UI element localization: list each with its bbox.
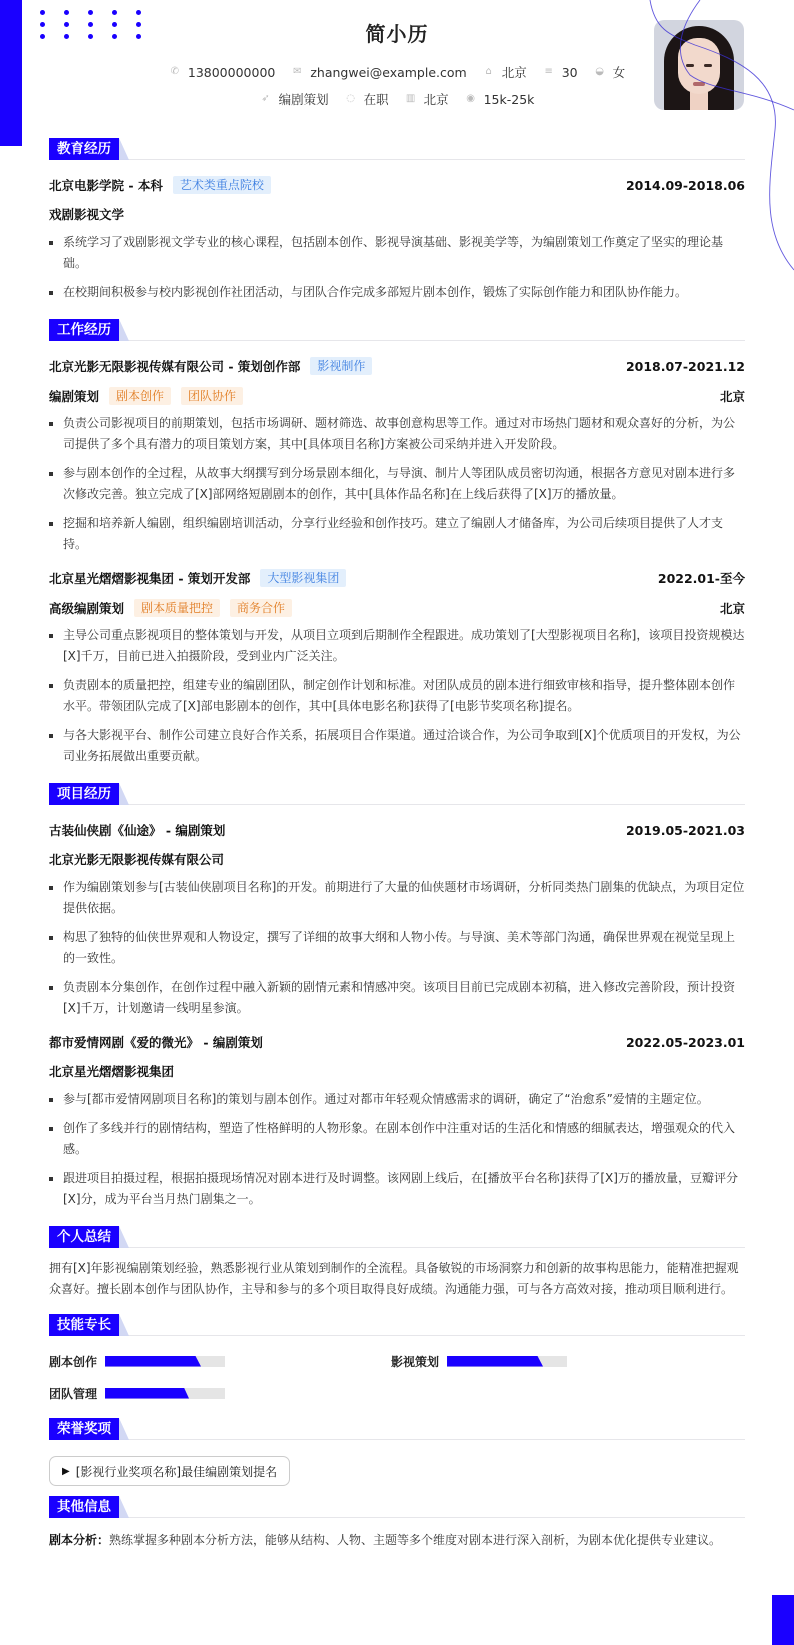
salary-icon: ◉	[466, 93, 475, 104]
intent-position: ➶ 编剧策划	[261, 92, 329, 107]
list-item: 挖掘和培养新人编剧，组织编剧培训活动，分享行业经验和创作技巧。建立了编剧人才储备库，为公司后续项目提供了人才支持。	[49, 513, 745, 555]
list-item: 参与[都市爱情网剧项目名称]的策划与剧本创作。通过对都市年轻观众情感需求的调研，确定了“治愈系”爱情的主题定位。	[49, 1089, 745, 1110]
list-item: 与各大影视平台、制作公司建立良好合作关系，拓展项目合作渠道。通过洽谈合作，为公司争取到[X]个优质项目的开发权，为公司业务拓展做出重要贡献。	[49, 725, 745, 767]
list-item: 跟进项目拍摄过程，根据拍摄现场情况对剧本进行及时调整。该网剧上线后，在[播放平台名称]获得了[X]万的播放量，豆瓣评分[X]分，成为平台当月热门剧集之一。	[49, 1168, 745, 1210]
work-date: 2018.07-2021.12	[625, 358, 745, 374]
section-title: 项目经历	[49, 783, 745, 805]
project-org: 北京光影无限影视传媒有限公司	[49, 852, 225, 867]
project-bullets	[49, 877, 745, 1019]
list-item: 主导公司重点影视项目的整体策划与开发，从项目立项到后期制作全程跟进。成功策划了[大型影视项目名称]，该项目投资规模达[X]千万，目前已进入拍摄阶段，受到业内广泛关注。	[49, 625, 745, 667]
award-item[interactable]: ▶ [影视行业奖项名称]最佳编剧策划提名	[49, 1456, 290, 1486]
skill-item: 剧本创作	[49, 1350, 391, 1372]
mail-icon: ✉	[293, 66, 302, 77]
skill-item: 团队管理	[49, 1382, 391, 1404]
triangle-right-icon: ▶	[62, 1465, 70, 1477]
skill-bar	[105, 1356, 225, 1367]
project-bullets	[49, 1089, 745, 1210]
work-date: 2022.01-至今	[657, 571, 745, 586]
work-bullets	[49, 625, 745, 767]
list-item: 负责剧本分集创作，在创作过程中融入新颖的剧情元素和情感冲突。该项目目前已完成剧本初稿，进入修改完善阶段，预计投资[X]千万，计划邀请一线明星参演。	[49, 977, 745, 1019]
summary-text: 拥有[X]年影视编剧策划经验，熟悉影视行业从策划到制作的全流程。具备敏锐的市场洞察力和创新的故事构思能力，能精准把握观众喜好。擅长剧本创作与团队协作，主导和参与的多个项目取得良好成绩。沟通能力强，可与各方高效对接，推动项目顺利进行。	[49, 1261, 739, 1296]
project-date: 2022.05-2023.01	[625, 1034, 745, 1050]
company-tag: 影视制作	[310, 357, 372, 375]
list-item: 负责公司影视项目的前期策划，包括市场调研、题材筛选、故事创意构思等工作。通过对市场热门题材和观众喜好的分析，为公司提供了多个具有潜力的项目策划方案，其中[具体项目名称]方案被公司采纳并进入开发阶段。	[49, 413, 745, 455]
candidate-name: 简小历	[365, 22, 429, 46]
work-role-row	[49, 381, 745, 411]
company-name: 北京光影无限影视传媒有限公司 - 策划创作部	[49, 359, 301, 374]
section-summary	[49, 1226, 745, 1300]
list-item: 构思了独特的仙侠世界观和人物设定，撰写了详细的故事大纲和人物小传。与导演、美术等部门沟通，确保世界观在视觉呈现上的一致性。	[49, 927, 745, 969]
project-name: 都市爱情网剧《爱的微光》 - 编剧策划	[49, 1035, 263, 1050]
gender-icon: ◒	[595, 66, 604, 77]
contact-city: ⌂ 北京	[483, 63, 527, 81]
work-item-header	[49, 351, 745, 381]
work-location: 北京	[719, 601, 745, 616]
project-org: 北京星光熠熠影视集团	[49, 1064, 175, 1079]
role-tag: 剧本创作	[109, 387, 171, 405]
other-item: 剧本分析：熟练掌握多种剧本分析方法，能够从结构、人物、主题等多个维度对剧本进行深入剖析，为剧本优化提供专业建议。	[49, 1533, 722, 1547]
company-tag: 大型影视集团	[260, 569, 346, 587]
section-title: 其他信息	[49, 1496, 745, 1518]
list-item: 负责剧本的质量把控，组建专业的编剧团队，制定创作计划和标准。对团队成员的剧本进行细致审核和指导，提升整体剧本创作水平。带领团队完成了[X]部电影剧本的创作，其中[具体电影名称]获得了[电影节奖项名称]提名。	[49, 675, 745, 717]
section-title: 教育经历	[49, 138, 745, 160]
phone-icon: ✆	[170, 66, 180, 77]
contact-age: ≡ 30	[544, 64, 578, 80]
work-location: 北京	[719, 389, 745, 404]
role-tag: 团队协作	[181, 387, 243, 405]
section-title: 个人总结	[49, 1226, 745, 1248]
section-title: 荣誉奖项	[49, 1418, 745, 1440]
skill-item: 影视策划	[391, 1350, 733, 1372]
role: 编剧策划	[49, 389, 100, 404]
project-date: 2019.05-2021.03	[625, 822, 745, 838]
education-item	[49, 170, 745, 200]
contact-phone: ✆ 13800000000	[170, 64, 276, 80]
age-icon: ≡	[544, 66, 553, 77]
work-role-row	[49, 593, 745, 623]
section-other	[49, 1496, 745, 1551]
contact-email: ✉ zhangwei@example.com	[293, 64, 467, 80]
intent-city: ▥ 北京	[405, 92, 449, 107]
section-awards	[49, 1418, 745, 1496]
project-item-header	[49, 1027, 745, 1057]
status-icon: ◌	[346, 93, 355, 104]
resume-header	[0, 0, 794, 130]
section-education	[49, 138, 745, 303]
decorative-right-bar	[772, 1595, 794, 1645]
education-date: 2014.09-2018.06	[625, 177, 745, 193]
send-icon: ➶	[261, 93, 270, 104]
school-name: 北京电影学院 - 本科	[49, 178, 163, 193]
list-item: 作为编剧策划参与[古装仙侠剧项目名称]的开发。前期进行了大量的仙侠题材市场调研，分析同类热门剧集的优缺点，为项目定位提供依据。	[49, 877, 745, 919]
project-name: 古装仙侠剧《仙途》 - 编剧策划	[49, 823, 226, 838]
intent-status: ◌ 在职	[346, 92, 389, 107]
resume-body	[49, 138, 745, 1551]
role-tag: 剧本质量把控	[134, 599, 220, 617]
work-item-header	[49, 563, 745, 593]
list-item: 在校期间积极参与校内影视创作社团活动，与团队合作完成多部短片剧本创作，锻炼了实际创作能力和团队协作能力。	[49, 282, 745, 303]
school-tag: 艺术类重点院校	[173, 176, 271, 194]
section-work	[49, 319, 745, 767]
project-item-header	[49, 815, 745, 845]
education-bullets	[49, 232, 745, 303]
list-item: 参与剧本创作的全过程，从故事大纲撰写到分场景剧本细化，与导演、制片人等团队成员密切沟通，根据各方意见对剧本进行多次修改完善。独立完成了[X]部网络短剧剧本的创作，其中[具体作品名称]在上线后获得了[X]万的播放量。	[49, 463, 745, 505]
list-item: 创作了多线并行的剧情结构，塑造了性格鲜明的人物形象。在剧本创作中注重对话的生活化和情感的细腻表达，增强观众的代入感。	[49, 1118, 745, 1160]
intent-salary: ◉ 15k-25k	[466, 91, 535, 107]
skill-bar	[105, 1388, 225, 1399]
section-skills	[49, 1314, 745, 1410]
section-title: 技能专长	[49, 1314, 745, 1336]
list-item: 系统学习了戏剧影视文学专业的核心课程，包括剧本创作、影视导演基础、影视美学等，为编剧策划工作奠定了坚实的理论基础。	[49, 232, 745, 274]
home-icon: ⌂	[485, 66, 492, 77]
company-name: 北京星光熠熠影视集团 - 策划开发部	[49, 571, 251, 586]
major: 戏剧影视文学	[49, 207, 125, 222]
avatar	[654, 20, 744, 110]
skills-grid	[49, 1346, 745, 1410]
work-bullets	[49, 413, 745, 555]
building-icon: ▥	[405, 93, 416, 104]
section-projects	[49, 783, 745, 1210]
skill-bar	[447, 1356, 567, 1367]
section-title: 工作经历	[49, 319, 745, 341]
role: 高级编剧策划	[49, 601, 125, 616]
contact-gender: ◒ 女	[595, 65, 626, 80]
role-tag: 商务合作	[230, 599, 292, 617]
